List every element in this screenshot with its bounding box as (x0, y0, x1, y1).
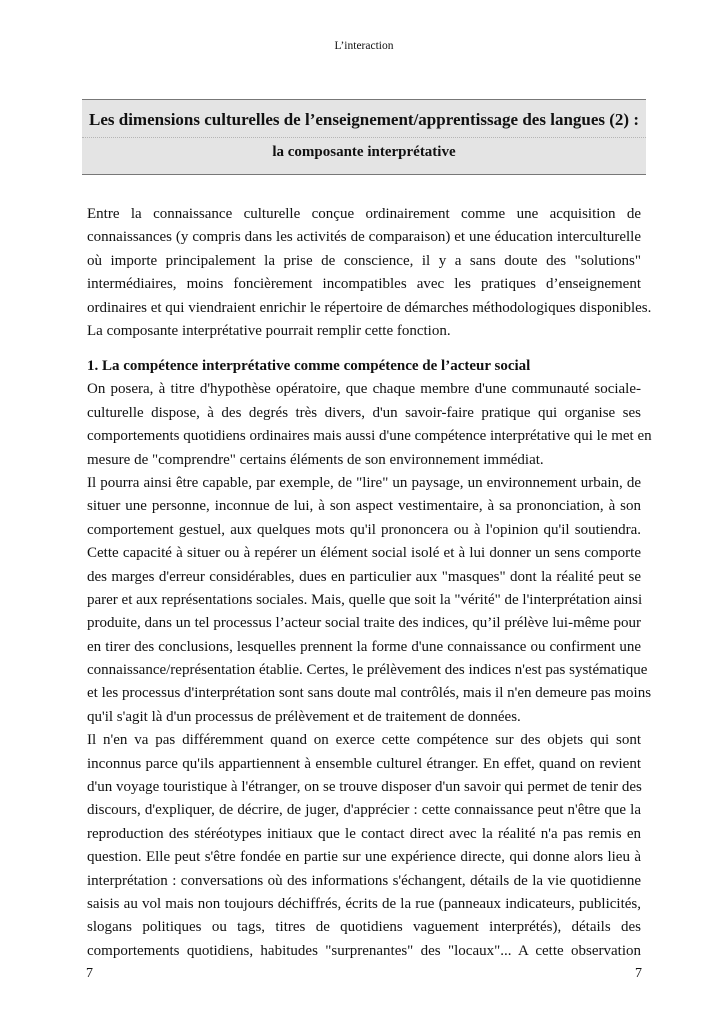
text-line: intermédiaires, moins foncièrement incompatibles avec les pratiques d’enseignement (87, 276, 641, 293)
text-line: connaissances (y compris dans les activités de comparaison) et une éducation interculturelle (87, 229, 641, 246)
text-line: La composante interprétative pourrait remplir cette fonction. (87, 322, 451, 339)
page-number-left: 7 (86, 966, 93, 981)
text-line: où importe principalement la prise de conscience, il y a sans doute des "solutions" (87, 252, 641, 269)
text-line: Entre la connaissance culturelle conçue ordinairement comme une acquisition de (87, 206, 641, 222)
text-line: comportements quotidiens ordinaires mais aussi d'une compétence interprétative qui le met en (87, 428, 652, 445)
text-line: question. Elle peut s'être fondée en partie sur une expérience directe, qui donne alors lieu à (87, 849, 641, 866)
text-line: ordinaires et qui viendraient enrichir le répertoire de démarches méthodologiques disponibles. (87, 299, 652, 316)
text-line: mesure de "comprendre" certains éléments de son environnement immédiat. (87, 451, 544, 468)
text-line: culturelle dispose, à des degrés très divers, d'un savoir-faire pratique qui organise ses (87, 404, 641, 421)
text-line: en tirer des conclusions, lesquelles prennent la forme d'une connaissance ou confirment une (87, 638, 641, 655)
text-line: produite, dans un tel processus l’acteur social traite des indices, qu’il prélève lui-même pour (87, 615, 641, 632)
text-line: des marges d'erreur considérables, dues en particulier aux "masques" dont la réalité peut se (87, 568, 641, 585)
text-line: discours, d'expliquer, de décrire, de juger, d'apprécier : cette connaissance peut n'être que la (87, 802, 641, 819)
text-line: On posera, à titre d'hypothèse opératoire, que chaque membre d'une communauté sociale- (87, 381, 641, 398)
section-1 (87, 355, 652, 963)
text-line: reproduction des stéréotypes initiaux que le contact direct avec la réalité n'a pas remis en (87, 825, 641, 842)
intro-paragraph (87, 203, 652, 343)
text-line: inconnus parce qu'ils appartiennent à ensemble culturel étranger. En effet, quand on revient (87, 755, 641, 772)
text-line: Il n'en va pas différemment quand on exerce cette compétence sur des objets qui sont (87, 732, 641, 749)
text-line: situer une personne, inconnue de lui, à son aspect vestimentaire, à sa prononciation, à son (87, 498, 641, 515)
text-line: interprétation : conversations où des informations s'échangent, détails de la vie quotidienne (87, 872, 641, 889)
title-line-2: la composante interprétative (272, 144, 456, 160)
text-line: comportement gestuel, aux quelques mots qu'il prononcera ou à l'opinion qu'il soutiendra. (87, 521, 641, 538)
text-line: comportements quotidiens, habitudes "surprenantes" des "locaux"... A cette observation (87, 942, 641, 959)
text-line: saisis au vol mais non toujours déchiffrés, écrits de la rue (panneaux indicateurs, publicités, (87, 895, 641, 912)
text-line: qu'il s'agit là d'un processus de prélèvement et de traitement de données. (87, 708, 521, 725)
title-line-1: Les dimensions culturelles de l’enseignement/apprentissage des langues (2) : (89, 110, 639, 129)
page-number-right: 7 (635, 966, 642, 981)
title-divider (82, 137, 646, 138)
text-line: connaissance/représentation établie. Certes, le prélèvement des indices n'est pas systématique (87, 662, 648, 679)
text-line: parer et aux représentations sociales. Mais, quelle que soit la "vérité" de l'interprétation ainsi (87, 591, 643, 608)
text-line: d'un voyage touristique à l'étranger, on se trouve disposer d'un savoir qui permet de tenir des (87, 779, 642, 796)
running-header: L’interaction (334, 40, 394, 52)
title-box (82, 99, 646, 175)
section-heading: 1. La compétence interprétative comme compétence de l’acteur social (87, 358, 531, 374)
text-line: Cette capacité à situer ou à repérer un élément social isolé et à lui donner un sens comporte (87, 545, 641, 562)
text-line: slogans politiques ou tags, titres de quotidiens vaguement interprétés), détails des (87, 919, 641, 936)
text-line: Il pourra ainsi être capable, par exemple, de "lire" un paysage, un environnement urbain, de (87, 474, 641, 491)
text-line: et les processus d'interprétation sont sans doute mal contrôlés, mais il n'en demeure pas moins (87, 685, 652, 702)
